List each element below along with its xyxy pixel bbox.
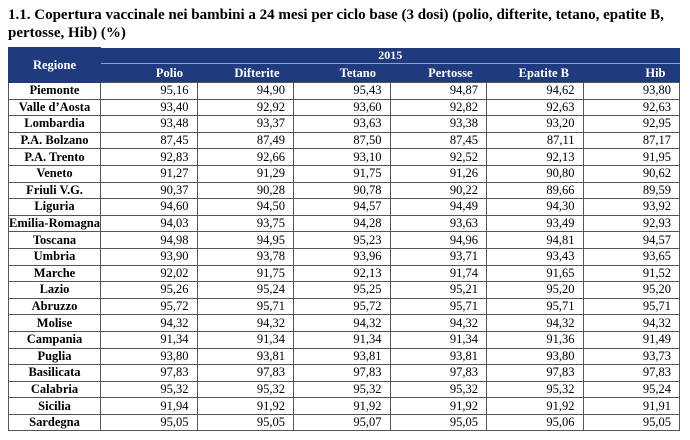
value-cell: 91,36 xyxy=(487,331,584,348)
value-cell: 91,94 xyxy=(101,398,198,415)
value-cell: 94,57 xyxy=(294,199,391,216)
region-name-cell: Sardegna xyxy=(9,414,101,431)
value-cell: 93,78 xyxy=(197,248,294,265)
value-cell: 93,63 xyxy=(390,215,487,232)
value-cell: 91,74 xyxy=(390,265,487,282)
value-cell: 95,43 xyxy=(294,83,391,100)
value-cell: 95,05 xyxy=(583,414,680,431)
value-cell: 94,32 xyxy=(294,315,391,332)
value-cell: 93,80 xyxy=(101,348,198,365)
value-cell: 87,50 xyxy=(294,132,391,149)
table-row xyxy=(9,248,680,265)
value-cell: 93,48 xyxy=(101,116,198,133)
value-cell: 91,75 xyxy=(294,165,391,182)
value-cell: 92,02 xyxy=(101,265,198,282)
table-row xyxy=(9,182,680,199)
region-name-cell: Lazio xyxy=(9,282,101,299)
value-cell: 92,13 xyxy=(487,149,584,166)
column-header: Difterite xyxy=(197,64,294,83)
table-title: 1.1. Copertura vaccinale nei bambini a 24 mesi per ciclo base (3 dosi) (polio, difterite, tetano, epatite B, pertosse, Hib) (%) xyxy=(8,7,664,41)
value-cell: 93,65 xyxy=(583,248,680,265)
value-cell: 94,49 xyxy=(390,199,487,216)
value-cell: 92,83 xyxy=(101,149,198,166)
value-cell: 94,87 xyxy=(390,83,487,100)
value-cell: 95,20 xyxy=(583,282,680,299)
value-cell: 92,95 xyxy=(583,116,680,133)
value-cell: 97,83 xyxy=(390,365,487,382)
value-cell: 90,78 xyxy=(294,182,391,199)
value-cell: 93,81 xyxy=(294,348,391,365)
value-cell: 92,52 xyxy=(390,149,487,166)
value-cell: 95,71 xyxy=(487,298,584,315)
value-cell: 95,32 xyxy=(197,381,294,398)
value-cell: 95,32 xyxy=(294,381,391,398)
value-cell: 91,95 xyxy=(583,149,680,166)
value-cell: 95,05 xyxy=(390,414,487,431)
value-cell: 95,21 xyxy=(390,282,487,299)
value-cell: 93,10 xyxy=(294,149,391,166)
table-row xyxy=(9,282,680,299)
region-name-cell: Friuli V.G. xyxy=(9,182,101,199)
region-name-cell: Umbria xyxy=(9,248,101,265)
value-cell: 91,92 xyxy=(294,398,391,415)
value-cell: 94,81 xyxy=(487,232,584,249)
value-cell: 95,72 xyxy=(294,298,391,315)
value-cell: 94,98 xyxy=(101,232,198,249)
value-cell: 95,23 xyxy=(294,232,391,249)
table-row xyxy=(9,232,680,249)
value-cell: 94,32 xyxy=(197,315,294,332)
value-cell: 94,60 xyxy=(101,199,198,216)
value-cell: 94,32 xyxy=(390,315,487,332)
vaccination-coverage-table xyxy=(8,47,680,431)
value-cell: 94,32 xyxy=(101,315,198,332)
region-column-header: Regione xyxy=(9,48,101,83)
value-cell: 93,43 xyxy=(487,248,584,265)
value-cell: 97,83 xyxy=(487,365,584,382)
value-cell: 91,27 xyxy=(101,165,198,182)
table-row xyxy=(9,116,680,133)
year-header: 2015 xyxy=(101,48,680,64)
value-cell: 95,24 xyxy=(583,381,680,398)
value-cell: 93,92 xyxy=(583,199,680,216)
value-cell: 91,34 xyxy=(101,331,198,348)
value-cell: 90,28 xyxy=(197,182,294,199)
table-row xyxy=(9,331,680,348)
region-name-cell: Marche xyxy=(9,265,101,282)
value-cell: 91,75 xyxy=(197,265,294,282)
value-cell: 97,83 xyxy=(101,365,198,382)
value-cell: 97,83 xyxy=(294,365,391,382)
value-cell: 91,92 xyxy=(197,398,294,415)
value-cell: 95,05 xyxy=(197,414,294,431)
column-header: Pertosse xyxy=(390,64,487,83)
value-cell: 95,20 xyxy=(487,282,584,299)
value-cell: 92,66 xyxy=(197,149,294,166)
region-name-cell: Campania xyxy=(9,331,101,348)
value-cell: 93,40 xyxy=(101,99,198,116)
value-cell: 91,34 xyxy=(390,331,487,348)
table-row xyxy=(9,348,680,365)
table-body xyxy=(9,83,680,431)
value-cell: 94,32 xyxy=(583,315,680,332)
value-cell: 92,63 xyxy=(583,99,680,116)
value-cell: 95,32 xyxy=(487,381,584,398)
value-cell: 95,24 xyxy=(197,282,294,299)
value-cell: 95,72 xyxy=(101,298,198,315)
value-cell: 95,16 xyxy=(101,83,198,100)
value-cell: 95,25 xyxy=(294,282,391,299)
table-row xyxy=(9,398,680,415)
value-cell: 91,34 xyxy=(197,331,294,348)
value-cell: 91,34 xyxy=(294,331,391,348)
value-cell: 97,83 xyxy=(583,365,680,382)
value-cell: 93,71 xyxy=(390,248,487,265)
table-row xyxy=(9,298,680,315)
table-row xyxy=(9,381,680,398)
value-cell: 91,92 xyxy=(390,398,487,415)
value-cell: 95,26 xyxy=(101,282,198,299)
value-cell: 93,90 xyxy=(101,248,198,265)
column-header: Hib xyxy=(583,64,680,83)
region-name-cell: Molise xyxy=(9,315,101,332)
value-cell: 93,96 xyxy=(294,248,391,265)
column-header: Epatite B xyxy=(487,64,584,83)
value-cell: 87,45 xyxy=(101,132,198,149)
value-cell: 93,38 xyxy=(390,116,487,133)
table-row xyxy=(9,199,680,216)
value-cell: 91,52 xyxy=(583,265,680,282)
value-cell: 90,37 xyxy=(101,182,198,199)
value-cell: 90,22 xyxy=(390,182,487,199)
region-name-cell: Piemonte xyxy=(9,83,101,100)
value-cell: 94,03 xyxy=(101,215,198,232)
value-cell: 95,32 xyxy=(390,381,487,398)
value-cell: 92,13 xyxy=(294,265,391,282)
table-header xyxy=(9,48,680,83)
value-cell: 94,28 xyxy=(294,215,391,232)
region-name-cell: P.A. Bolzano xyxy=(9,132,101,149)
value-cell: 93,81 xyxy=(390,348,487,365)
value-cell: 91,26 xyxy=(390,165,487,182)
region-name-cell: Liguria xyxy=(9,199,101,216)
value-cell: 87,45 xyxy=(390,132,487,149)
value-cell: 94,50 xyxy=(197,199,294,216)
value-cell: 94,57 xyxy=(583,232,680,249)
value-cell: 93,80 xyxy=(487,348,584,365)
value-cell: 92,93 xyxy=(583,215,680,232)
value-cell: 93,49 xyxy=(487,215,584,232)
value-cell: 87,49 xyxy=(197,132,294,149)
region-name-cell: Toscana xyxy=(9,232,101,249)
value-cell: 90,62 xyxy=(583,165,680,182)
value-cell: 95,71 xyxy=(583,298,680,315)
value-cell: 93,80 xyxy=(583,83,680,100)
table-row xyxy=(9,265,680,282)
table-row xyxy=(9,215,680,232)
region-name-cell: Sicilia xyxy=(9,398,101,415)
value-cell: 95,32 xyxy=(101,381,198,398)
value-cell: 93,63 xyxy=(294,116,391,133)
value-cell: 94,96 xyxy=(390,232,487,249)
value-cell: 87,11 xyxy=(487,132,584,149)
region-name-cell: Abruzzo xyxy=(9,298,101,315)
value-cell: 91,29 xyxy=(197,165,294,182)
table-row xyxy=(9,149,680,166)
region-name-cell: Valle d’Aosta xyxy=(9,99,101,116)
value-cell: 93,81 xyxy=(197,348,294,365)
value-cell: 92,63 xyxy=(487,99,584,116)
region-name-cell: Veneto xyxy=(9,165,101,182)
region-name-cell: Basilicata xyxy=(9,365,101,382)
region-name-cell: Emilia-Romagna xyxy=(9,216,100,231)
value-cell: 90,80 xyxy=(487,165,584,182)
table-row xyxy=(9,83,680,100)
table-row xyxy=(9,99,680,116)
value-cell: 95,07 xyxy=(294,414,391,431)
value-cell: 94,32 xyxy=(487,315,584,332)
value-cell: 97,83 xyxy=(197,365,294,382)
column-header: Tetano xyxy=(294,64,391,83)
value-cell: 95,71 xyxy=(197,298,294,315)
table-row xyxy=(9,315,680,332)
value-cell: 91,91 xyxy=(583,398,680,415)
value-cell: 91,92 xyxy=(487,398,584,415)
value-cell: 94,90 xyxy=(197,83,294,100)
value-cell: 93,75 xyxy=(197,215,294,232)
region-name-cell: Calabria xyxy=(9,381,101,398)
value-cell: 94,62 xyxy=(487,83,584,100)
value-cell: 93,37 xyxy=(197,116,294,133)
value-cell: 89,59 xyxy=(583,182,680,199)
region-name-cell: Puglia xyxy=(9,348,101,365)
value-cell: 92,92 xyxy=(197,99,294,116)
value-cell: 95,05 xyxy=(101,414,198,431)
table-row xyxy=(9,414,680,431)
value-cell: 93,20 xyxy=(487,116,584,133)
value-cell: 91,65 xyxy=(487,265,584,282)
column-header-row xyxy=(9,64,680,83)
value-cell: 93,60 xyxy=(294,99,391,116)
table-row xyxy=(9,365,680,382)
value-cell: 87,17 xyxy=(583,132,680,149)
value-cell: 94,95 xyxy=(197,232,294,249)
column-header: Polio xyxy=(101,64,198,83)
table-row xyxy=(9,165,680,182)
value-cell: 95,71 xyxy=(390,298,487,315)
value-cell: 94,30 xyxy=(487,199,584,216)
value-cell: 95,06 xyxy=(487,414,584,431)
value-cell: 93,73 xyxy=(583,348,680,365)
value-cell: 89,66 xyxy=(487,182,584,199)
value-cell: 91,49 xyxy=(583,331,680,348)
region-name-cell: Lombardia xyxy=(9,116,101,133)
value-cell: 92,82 xyxy=(390,99,487,116)
region-name-cell: P.A. Trento xyxy=(9,149,101,166)
table-row xyxy=(9,132,680,149)
